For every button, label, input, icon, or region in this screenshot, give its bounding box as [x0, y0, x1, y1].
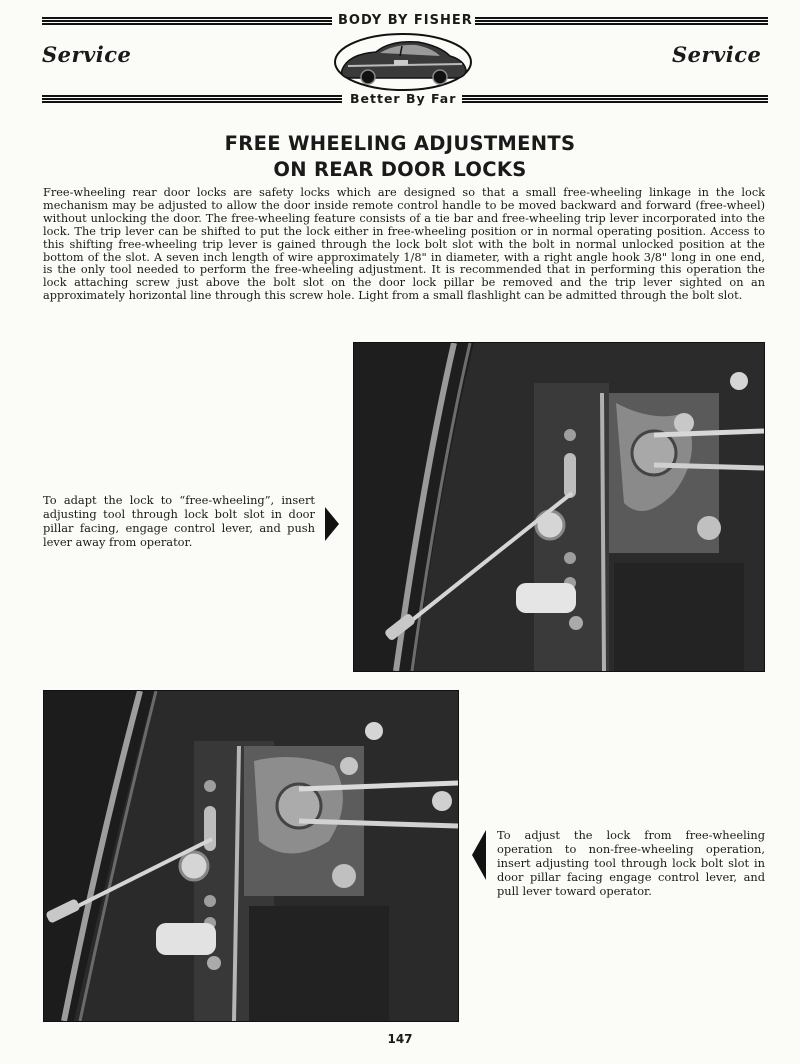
- title-line-2: ON REAR DOOR LOCKS: [273, 158, 527, 181]
- arrow-right-icon: [325, 507, 339, 541]
- intro-paragraph: Free-wheeling rear door locks are safety locks which are designed so that a small free-wheeling linkage in the lock mechanism may be adjusted to allow the door inside remote control handle to be moved backward and forward (free-wheel) without unlocking the door. The free-wheeling feature consists of a tie bar and free-wheeling trip lever incorporated into the lock. The trip lever can be shifted to put the lock either in free-wheeling position or in normal operating position. Access to this shifting free-wheeling trip lever is gained through the lock bolt slot with the bolt in normal unlocked position at the bottom of the slot. A seven inch length of wire approximately 1/8" in diameter, with a right angle hook 3/8" long in one end, is the only tool needed to perform the free-wheeling adjustment. It is recommended that in performing this operation the lock attaching screw just above the bolt slot on the door lock pillar be removed and the trip lever sighted on an approximately horizontal line through this screw hole. Light from a small flashlight can be admitted through the bolt slot.: [43, 186, 765, 303]
- caption-non-free-wheeling: To adjust the lock from free-wheeling operation to non-free-wheeling operation, insert adjusting tool through lock bolt slot in door pillar facing engage control lever, and pull lever toward operator.: [497, 828, 765, 898]
- header-rule-top-right: [475, 17, 768, 26]
- header-rule-bottom-right: [462, 95, 768, 104]
- header-rule-bottom-left: [42, 95, 342, 104]
- photo-door-lock-non-free-wheeling: [43, 690, 459, 1022]
- arrow-left-icon: [472, 830, 486, 880]
- header-bottom-text: Better By Far: [350, 91, 457, 106]
- photo-door-lock-free-wheeling: [353, 342, 765, 672]
- header-top-text: BODY BY FISHER: [338, 13, 473, 28]
- page-number: 147: [387, 1032, 413, 1046]
- title-line-1: FREE WHEELING ADJUSTMENTS: [224, 132, 576, 155]
- service-script-left: Service: [42, 42, 132, 67]
- caption-free-wheeling: To adapt the lock to “free-wheeling”, insert adjusting tool through lock bolt slot in door pillar facing, engage control lever, and push lever away from operator.: [43, 493, 315, 549]
- fisher-car-emblem-icon: [328, 30, 478, 92]
- page-title: [0, 131, 800, 183]
- header-rule-top-left: [42, 17, 332, 26]
- service-script-right: Service: [672, 42, 762, 67]
